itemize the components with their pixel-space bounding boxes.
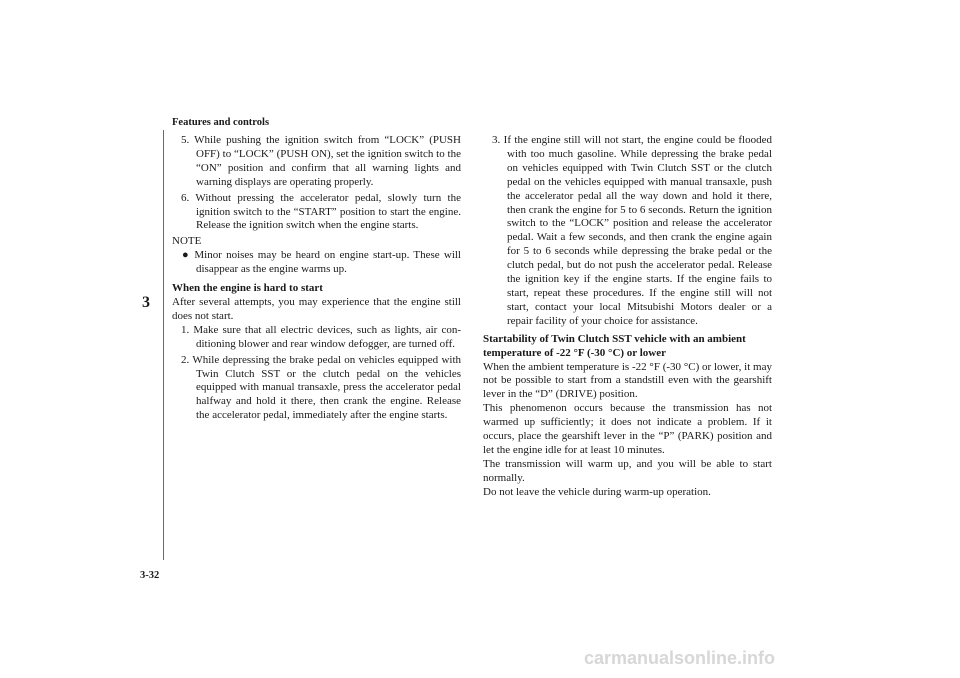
bullet-icon: ● — [182, 249, 191, 262]
note-text: Minor noises may be heard on engine start-up. These will disappear as the engine warms up. — [194, 249, 461, 276]
step-5: 5. While pushing the ignition switch from “LOCK” (PUSH OFF) to “LOCK” (PUSH ON), set the ignition switch to the “ON” position and confirm that all warning lights and warning displays are operating properly. — [181, 134, 461, 188]
section-header: Features and controls — [172, 117, 270, 128]
hard-start-intro: After several attempts, you may experience that the engine still does not start. — [172, 295, 461, 322]
hard-start-step-2: 2. While depressing the brake pedal on vehicles equipped with Twin Clutch SST or the clutch pedal on the vehicles equipped with manual transaxle, press the accelerator pedal halfway and hold it there, then crank the engine. Release the accelerator pedal, immediately after the engine starts. — [181, 353, 461, 422]
chapter-divider — [163, 130, 164, 560]
note-label: NOTE — [172, 235, 202, 248]
watermark: carmanualsonline.info — [584, 648, 776, 668]
hard-start-step-3: 3. If the engine still will not start, the engine could be flooded with too much gasoline. While depressing the brake pedal on vehicles equipped with Twin Clutch SST or the clutch pedal on the vehicles equipped with manual transaxle, push the accelerator pedal all the way down and hold it there, then crank the engine for 5 to 6 seconds. Return the ignition switch to the “LOCK” position and release the accelerator pedal. Wait a few seconds, and then crank the engine again for 5 to 6 seconds while depressing the brake pedal or the clutch pedal, but do not push the accelerator pedal. Release the ignition key if the engine starts. If the engine fails to start, repeat these procedures. If the engine still will not start, contact your local Mitsubishi Motors dealer or a repair facility of your choice for assistance. — [492, 134, 772, 327]
chapter-number: 3 — [142, 294, 150, 311]
cold-start-heading: Startability of Twin Clutch SST vehicle with an ambient temperature of -22 °F (-30 °C) or lower — [483, 332, 746, 359]
cold-paragraph-1: When the ambient temperature is -22 °F (-30 °C) or lower, it may not be possible to start from a standstill even with the gearshift lever in the “D” (DRIVE) position. — [483, 360, 772, 401]
step-6: 6. Without pressing the accelerator pedal, slowly turn the ignition switch to the “START” position to start the engine. Release the ignition switch when the engine starts. — [181, 191, 461, 232]
left-column — [172, 134, 461, 425]
note-item — [172, 249, 461, 277]
hard-start-step-1: 1. Make sure that all electric devices, such as lights, air con-ditioning blower and rear window defogger, are turned off. — [181, 323, 461, 350]
cold-paragraph-2: This phenomenon occurs because the transmission has not warmed up sufficiently; it does not indicate a problem. If it occurs, place the gearshift lever in the “P” (PARK) position and let the engine idle for at least 10 minutes. — [483, 402, 772, 456]
hard-start-heading: When the engine is hard to start — [172, 282, 323, 295]
cold-paragraph-4: Do not leave the vehicle during warm-up operation. — [483, 485, 711, 498]
right-column — [483, 134, 772, 500]
page-number: 3-32 — [140, 570, 160, 581]
cold-paragraph-3: The transmission will warm up, and you will be able to start normally. — [483, 457, 772, 484]
